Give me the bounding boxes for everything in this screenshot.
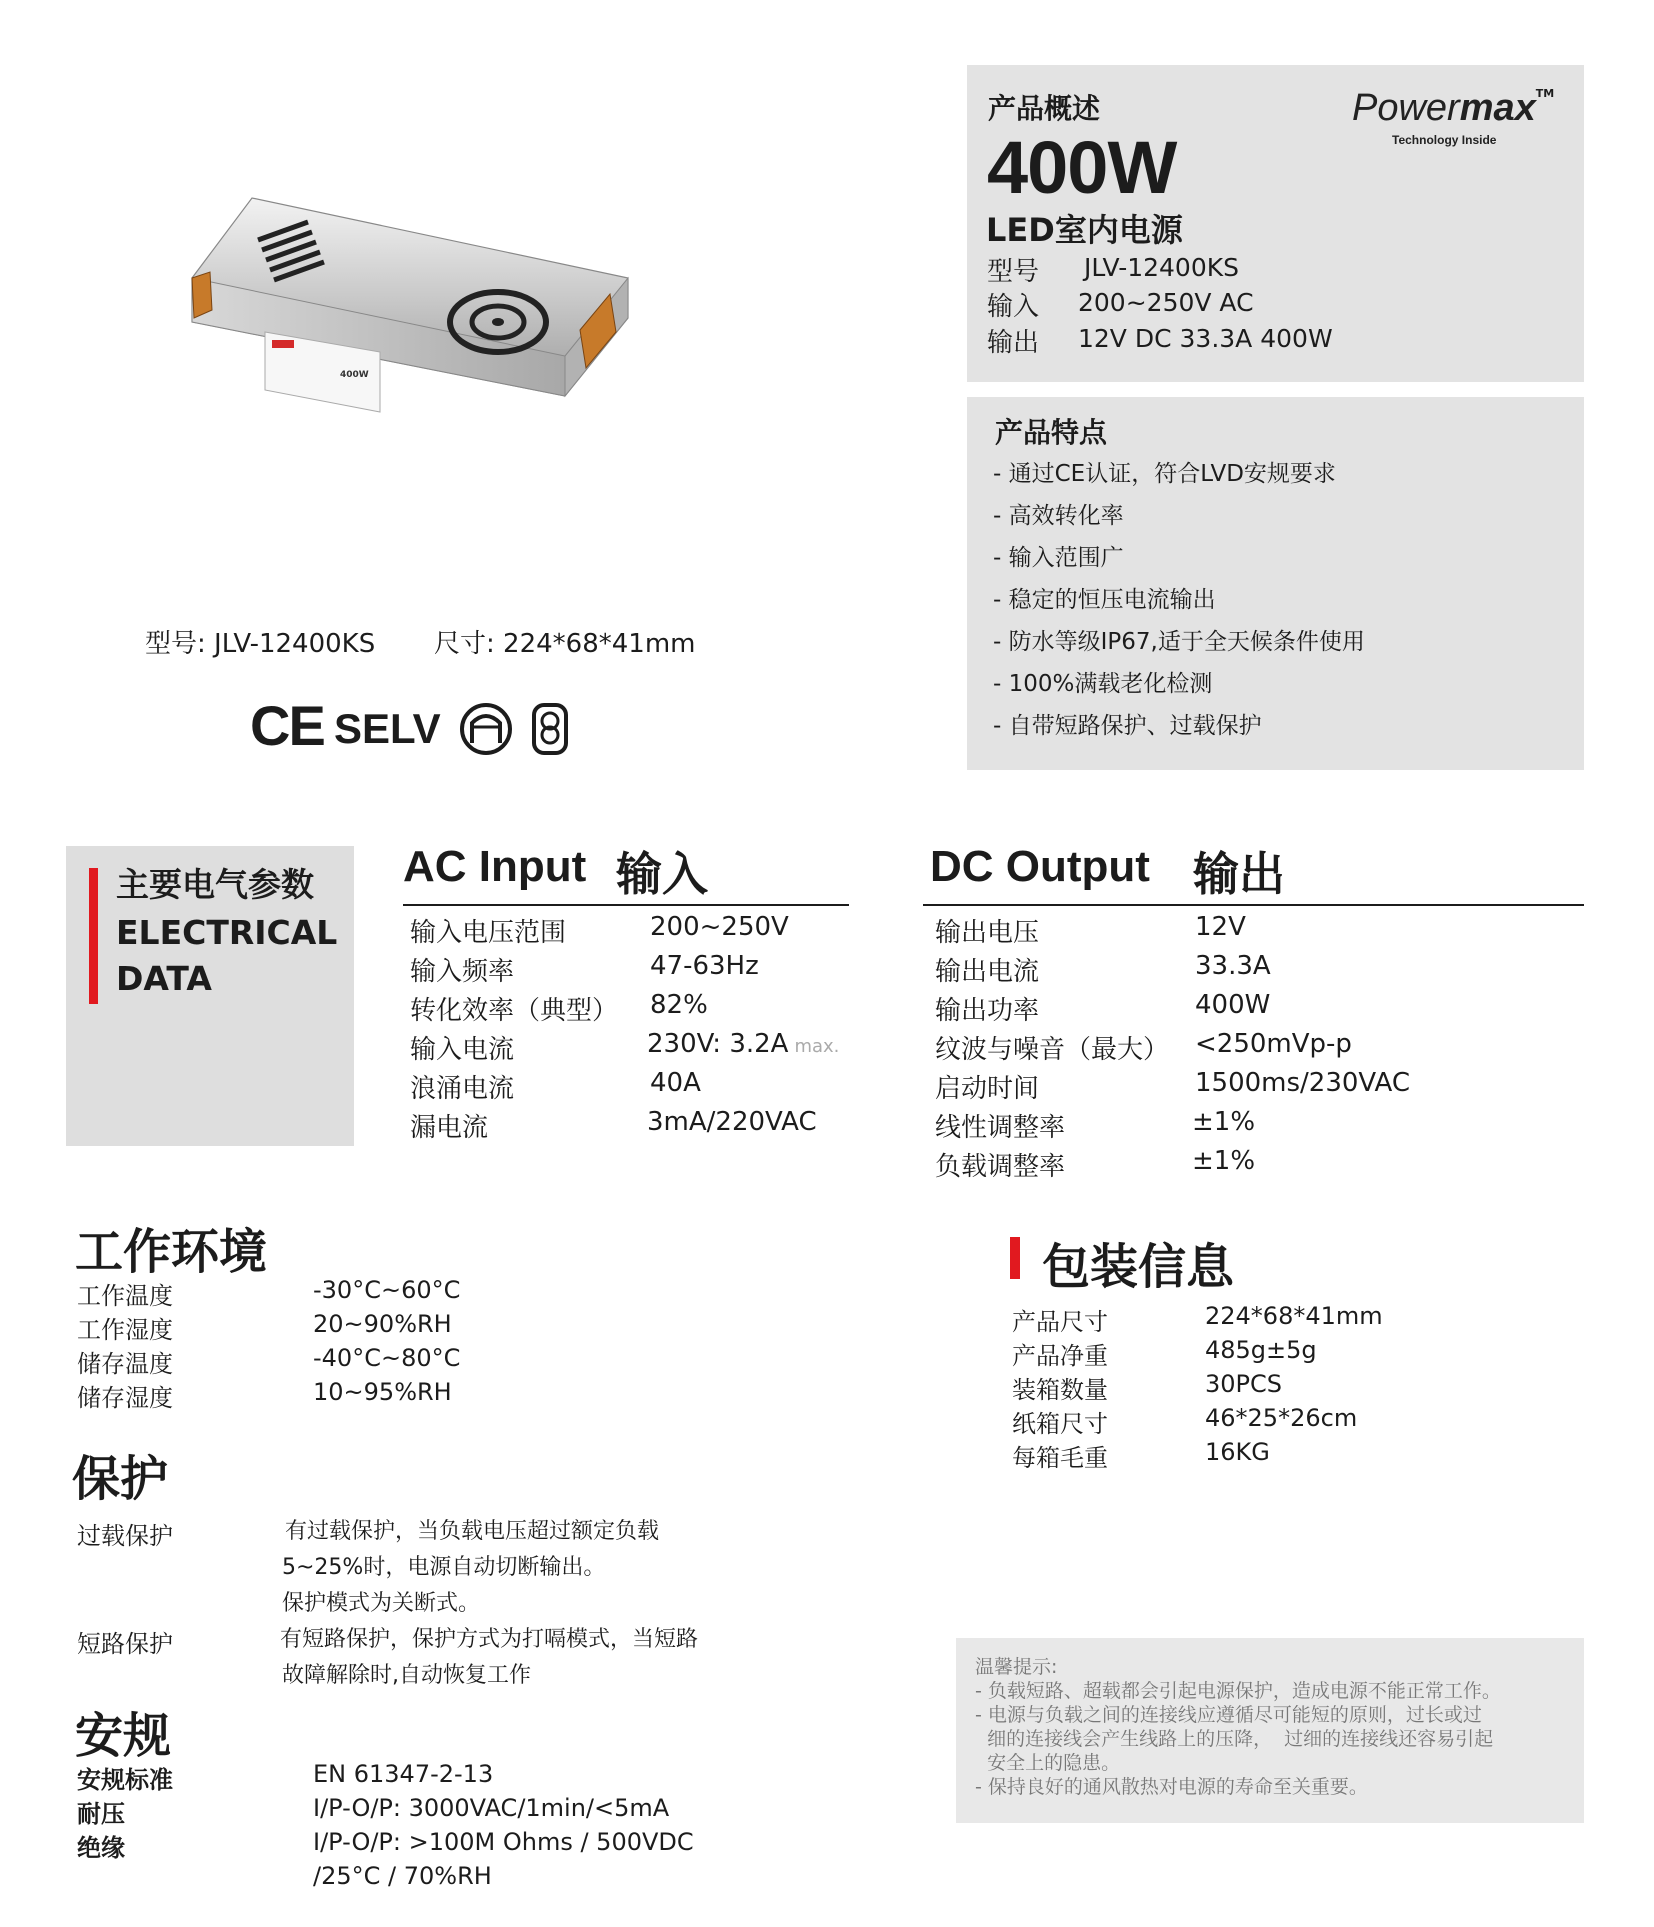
env-row-label: 工作湿度 <box>77 1316 173 1344</box>
tip-line: - 保持良好的通风散热对电源的寿命至关重要。 <box>975 1776 1368 1798</box>
feature-item: - 高效转化率 <box>993 503 1124 529</box>
input-current-max: max. <box>794 1036 840 1057</box>
output-row-label: 输出电压 <box>935 918 1040 948</box>
output-row-value: 33.3A <box>1195 951 1271 981</box>
overview-subtitle: LED室内电源 <box>986 211 1183 249</box>
env-row-label: 储存湿度 <box>77 1384 173 1412</box>
safety-transformer-icon <box>530 701 570 757</box>
short-circuit-text: 故障解除时,自动恢复工作 <box>282 1663 531 1688</box>
output-row-value: 400W <box>1195 990 1271 1020</box>
input-row-value: 47-63Hz <box>650 951 759 981</box>
overload-text: 5~25%时，电源自动切断输出。 <box>282 1555 606 1580</box>
feature-item: - 100%满载老化检测 <box>993 671 1213 697</box>
product-photo <box>180 180 660 470</box>
input-row-label: 输入电流 <box>410 1035 515 1065</box>
output-row-label: 输出电流 <box>935 957 1040 987</box>
electrical-title-en-1: ELECTRICAL <box>116 913 338 952</box>
input-row-value: 82% <box>650 990 708 1020</box>
safety-row-label: 绝缘 <box>77 1834 125 1862</box>
pack-row-value: 224*68*41mm <box>1205 1302 1383 1330</box>
env-row-value: 10~95%RH <box>313 1378 452 1406</box>
ac-input-heading: AC Input <box>403 842 587 891</box>
pack-row-label: 产品净重 <box>1012 1342 1108 1370</box>
features-heading: 产品特点 <box>995 416 1108 449</box>
safety-row-label: 耐压 <box>77 1800 125 1828</box>
pack-row-label: 产品尺寸 <box>1012 1308 1108 1336</box>
enclosure-mark-icon <box>458 701 514 757</box>
input-row-label: 输入频率 <box>410 957 515 987</box>
overview-output-label: 输出 <box>987 328 1040 358</box>
environment-title: 工作环境 <box>75 1224 268 1280</box>
output-row-label: 线性调整率 <box>935 1113 1066 1143</box>
input-current-value: 230V: 3.2A <box>647 1029 789 1059</box>
tips-box <box>956 1638 1584 1823</box>
pack-row-value: 30PCS <box>1205 1370 1283 1398</box>
overview-output-value: 12V DC 33.3A 400W <box>1078 324 1333 353</box>
ac-input-rule <box>403 904 849 906</box>
safety-row-value-extra: /25°C / 70%RH <box>313 1862 492 1890</box>
logo-tagline: Technology Inside <box>1392 133 1497 147</box>
overview-panel <box>967 65 1584 382</box>
input-row-label: 漏电流 <box>410 1113 489 1143</box>
env-row-value: 20~90%RH <box>313 1310 452 1338</box>
output-row-value: ±1% <box>1192 1107 1256 1137</box>
electrical-title-cn: 主要电气参数 <box>116 865 314 904</box>
output-row-value: ±1% <box>1192 1146 1256 1176</box>
feature-item: - 稳定的恒压电流输出 <box>993 587 1216 613</box>
safety-row-value: EN 61347-2-13 <box>313 1760 494 1788</box>
pack-row-label: 纸箱尺寸 <box>1012 1410 1108 1438</box>
tips-title: 温馨提示: <box>975 1656 1058 1678</box>
feature-item: - 通过CE认证，符合LVD安规要求 <box>993 461 1336 487</box>
overload-text: 有过载保护，当负载电压超过额定负载 <box>285 1519 660 1544</box>
pack-row-label: 每箱毛重 <box>1012 1444 1108 1472</box>
input-row-label: 输入电压范围 <box>410 918 567 948</box>
product-label-power: 400W <box>340 370 369 380</box>
output-row-value: 12V <box>1195 912 1246 942</box>
pack-row-value: 485g±5g <box>1205 1336 1317 1364</box>
safety-title: 安规 <box>75 1708 172 1764</box>
feature-item: - 防水等级IP67,适于全天候条件使用 <box>993 629 1365 655</box>
input-row-value: 40A <box>650 1068 701 1098</box>
pack-row-value: 16KG <box>1205 1438 1270 1466</box>
env-row-label: 工作温度 <box>77 1282 173 1310</box>
output-row-label: 输出功率 <box>935 996 1040 1026</box>
selv-mark: SELV <box>334 705 441 752</box>
overview-input-value: 200~250V AC <box>1078 288 1254 317</box>
electrical-title-en-2: DATA <box>116 959 212 998</box>
pack-row-label: 装箱数量 <box>1012 1376 1108 1404</box>
product-size: 尺寸: 224*68*41mm <box>434 629 696 659</box>
overview-model-value: JLV-12400KS <box>1084 253 1240 282</box>
overload-label: 过载保护 <box>77 1522 173 1550</box>
input-row-value: 3mA/220VAC <box>647 1107 817 1137</box>
dc-output-heading: DC Output <box>930 842 1150 891</box>
tip-line: 安全上的隐患。 <box>975 1752 1121 1774</box>
feature-item: - 自带短路保护、过载保护 <box>993 713 1262 739</box>
input-row-value <box>647 1029 839 1059</box>
dc-output-rule <box>923 904 1584 906</box>
packaging-accent-bar <box>1010 1237 1020 1279</box>
output-row-label: 负载调整率 <box>935 1152 1066 1182</box>
overview-input-label: 输入 <box>987 292 1040 322</box>
input-row-value: 200~250V <box>650 912 789 942</box>
input-row-label: 浪涌电流 <box>410 1074 515 1104</box>
logo-text-bold: max <box>1459 87 1536 129</box>
short-circuit-text: 有短路保护，保护方式为打嗝模式，当短路 <box>280 1627 699 1652</box>
env-row-value: -40°C~80°C <box>313 1344 461 1372</box>
output-row-label: 纹波与噪音（最大） <box>935 1035 1170 1065</box>
logo-text-plain: Power <box>1352 87 1460 129</box>
overload-text: 保护模式为关断式。 <box>282 1591 481 1616</box>
electrical-title-box <box>66 846 354 1146</box>
tip-line: - 电源与负载之间的连接线应遵循尽可能短的原则，过长或过 <box>975 1704 1482 1726</box>
feature-item: - 输入范围广 <box>993 545 1124 571</box>
dc-output-heading-cn: 输出 <box>1193 847 1285 901</box>
powermax-logo <box>1352 87 1554 130</box>
overview-heading: 产品概述 <box>988 92 1101 125</box>
overview-model-label: 型号 <box>987 257 1040 287</box>
logo-trademark: TM <box>1535 87 1555 100</box>
packaging-title: 包装信息 <box>1042 1239 1235 1295</box>
pack-row-value: 46*25*26cm <box>1205 1404 1358 1432</box>
safety-row-label: 安规标准 <box>77 1766 173 1794</box>
input-row-label: 转化效率（典型） <box>410 996 619 1026</box>
overview-power: 400W <box>987 126 1177 209</box>
ac-input-heading-cn: 输入 <box>616 847 708 901</box>
tip-line: 细的连接线会产生线路上的压降， 过细的连接线还容易引起 <box>975 1728 1494 1750</box>
short-circuit-label: 短路保护 <box>77 1630 173 1658</box>
safety-row-value: I/P-O/P: 3000VAC/1min/<5mA <box>313 1794 670 1822</box>
output-row-value: 1500ms/230VAC <box>1195 1068 1411 1098</box>
product-model: 型号: JLV-12400KS <box>145 629 376 659</box>
output-row-value: <250mVp-p <box>1195 1029 1352 1059</box>
protection-title: 保护 <box>72 1451 169 1507</box>
output-row-label: 启动时间 <box>935 1074 1040 1104</box>
safety-row-value: I/P-O/P: >100M Ohms / 500VDC <box>313 1828 694 1856</box>
tip-line: - 负载短路、超载都会引起电源保护，造成电源不能正常工作。 <box>975 1680 1501 1702</box>
env-row-value: -30°C~60°C <box>313 1276 461 1304</box>
ce-mark: CE <box>250 694 324 757</box>
features-panel <box>967 397 1584 770</box>
env-row-label: 储存温度 <box>77 1350 173 1378</box>
accent-bar <box>89 868 98 1004</box>
